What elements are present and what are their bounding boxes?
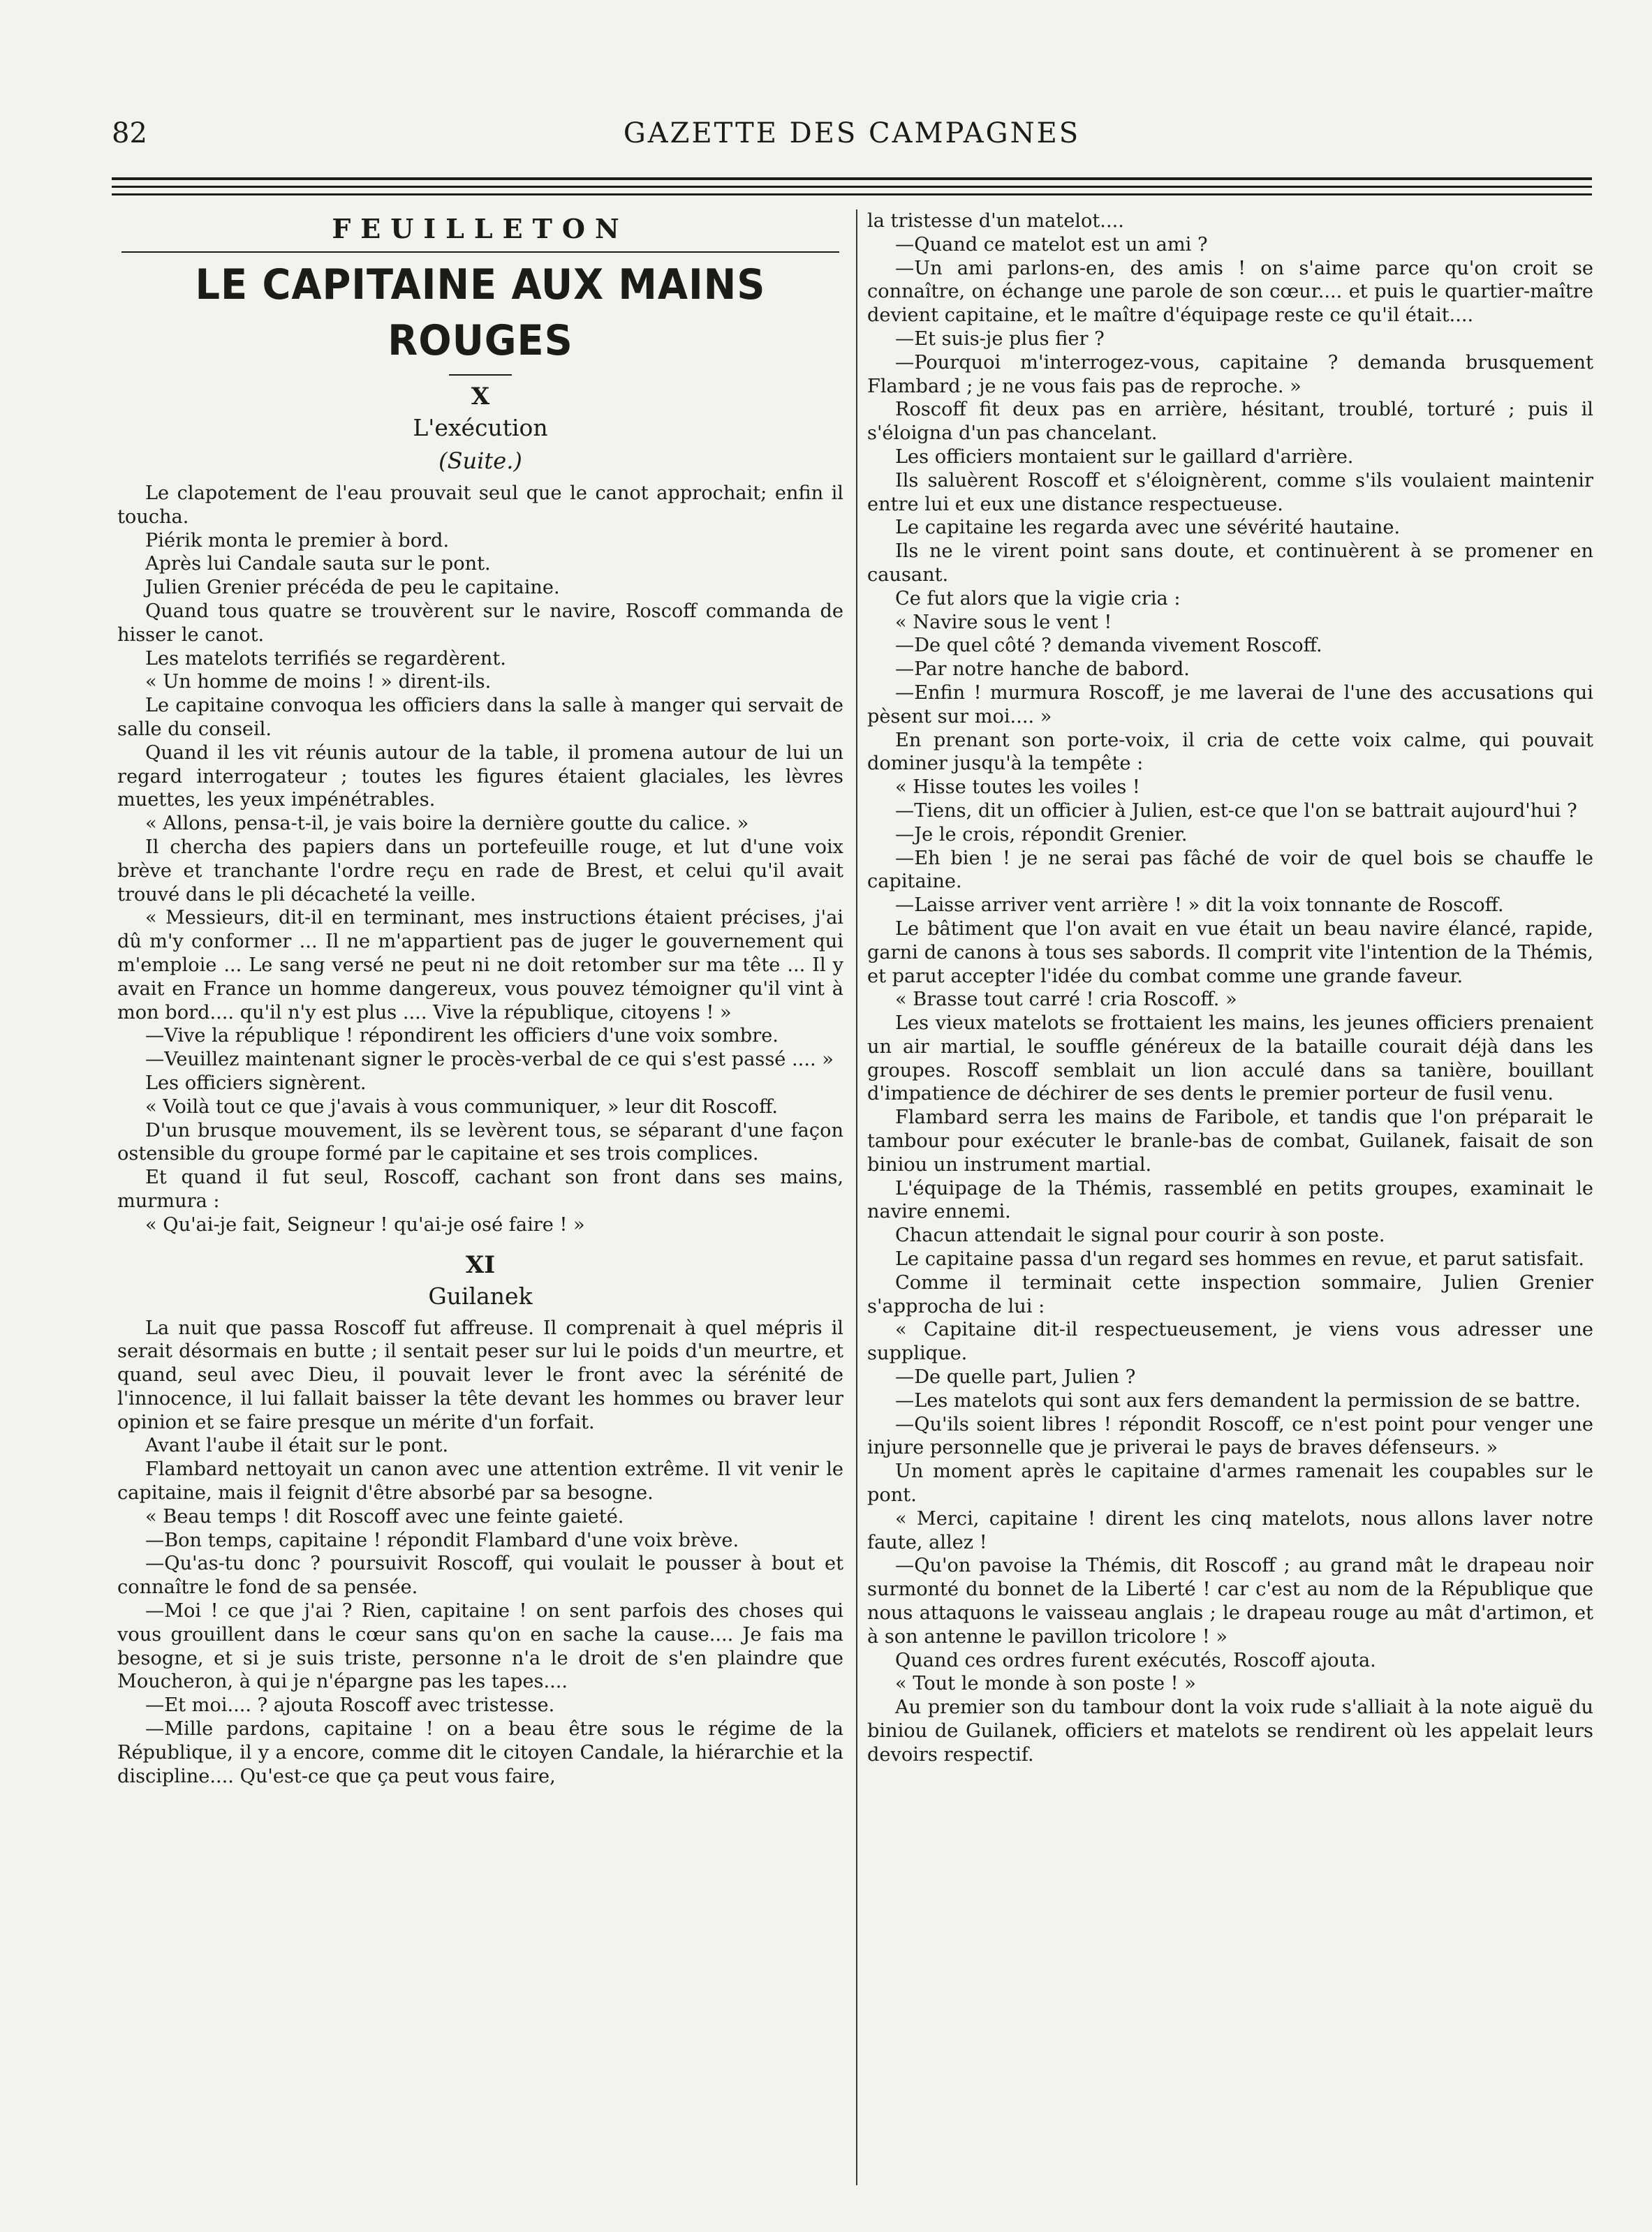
paragraph: la tristesse d'un matelot.... bbox=[867, 210, 1124, 232]
paragraph: Le capitaine passa d'un regard ses hommes en revue, et parut satisfait. bbox=[895, 1248, 1584, 1271]
paragraph: Quand ces ordres furent exécutés, Roscoff ajouta. bbox=[895, 1649, 1376, 1671]
paragraph: —Qu'ils soient libres ! répondit Roscoff, ce n'est point pour venger une injure personnelle que je priverai le pays de braves défenseurs. » bbox=[867, 1413, 1593, 1459]
feuilleton-label: FEUILLETON bbox=[332, 213, 629, 244]
paragraph: Comme il terminait cette inspection sommaire, Julien Grenier s'approcha de lui : bbox=[867, 1271, 1593, 1317]
paragraph: —Laisse arriver vent arrière ! » dit la voix tonnante de Roscoff. bbox=[895, 894, 1504, 917]
paragraph: Piérik monta le premier à bord. bbox=[145, 529, 450, 552]
chapter-gap bbox=[117, 1237, 843, 1248]
paragraph: « Beau temps ! dit Roscoff avec une feinte gaieté. bbox=[145, 1505, 624, 1528]
paragraph: Après lui Candale sauta sur le pont. bbox=[145, 553, 491, 575]
paragraph: Et quand il fut seul, Roscoff, cachant son front dans ses mains, murmura : bbox=[117, 1167, 843, 1212]
paragraph: « Capitaine dit-il respectueusement, je viens vous adresser une supplique. bbox=[867, 1319, 1593, 1365]
paragraph: —Et suis-je plus fier ? bbox=[895, 327, 1105, 350]
paragraph: Il chercha des papiers dans un portefeuille rouge, et lut d'une voix brève et tranchante l'ordre reçu en rade de Brest, et celui qu'il avait trouvé dans le pli décacheté la veille. bbox=[117, 836, 843, 906]
paragraph: Roscoff fit deux pas en arrière, hésitant, troublé, torturé ; puis il s'éloigna d'un pas chancelant. bbox=[867, 399, 1593, 445]
paragraph: « Tout le monde à son poste ! » bbox=[895, 1673, 1196, 1695]
paragraph: « Messieurs, dit-il en terminant, mes instructions étaient précises, j'ai dû m'y conformer ... Il ne m'appartient pas de juger le gouvernement qui m'emploie ... Le sang versé ne peut ni ne doit retomber sur ma tête ... Il y avait en France un homme dangereux, vous pouvez témoigner qu'il vint à mon bord.... qu'il n'y est plus .... Vive la république, citoyens ! » bbox=[117, 907, 843, 1023]
paragraph: « Un homme de moins ! » dirent-ils. bbox=[145, 671, 492, 693]
paragraph: —Tiens, dit un officier à Julien, est-ce que l'on se battrait aujourd'hui ? bbox=[895, 799, 1577, 822]
chapter-x-body bbox=[117, 482, 843, 1237]
paragraph: « Navire sous le vent ! bbox=[895, 611, 1112, 633]
title-rule bbox=[449, 374, 512, 376]
paragraph: « Merci, capitaine ! dirent les cinq matelots, nous allons laver notre faute, allez ! bbox=[867, 1507, 1593, 1553]
left-column bbox=[117, 209, 843, 2192]
paragraph: —Par notre hanche de babord. bbox=[895, 658, 1190, 681]
paragraph: Les officiers montaient sur le gaillard d'arrière. bbox=[895, 445, 1354, 468]
paragraph: Au premier son du tambour dont la voix rude s'alliait à la note aiguë du biniou de Guilanek, officiers et matelots se rendirent où les appelait leurs devoirs respectif. bbox=[867, 1697, 1593, 1766]
paragraph: Les matelots terrifiés se regardèrent. bbox=[145, 647, 506, 670]
chapter-title: L'exécution bbox=[413, 414, 548, 441]
feuilleton-rule bbox=[121, 251, 839, 253]
paragraph: L'équipage de la Thémis, rassemblé en petits groupes, examinait le navire ennemi. bbox=[867, 1177, 1593, 1223]
paragraph: « Hisse toutes les voiles ! bbox=[895, 776, 1140, 799]
header-rule bbox=[112, 177, 1592, 195]
paragraph: En prenant son porte-voix, il cria de cette voix calme, qui pouvait dominer jusqu'à la tempête : bbox=[867, 729, 1593, 775]
paragraph: —Et moi.... ? ajouta Roscoff avec tristesse. bbox=[145, 1694, 555, 1717]
paragraph: —Je le crois, répondit Grenier. bbox=[895, 823, 1188, 845]
chapter-title: Guilanek bbox=[428, 1282, 533, 1310]
right-column-body bbox=[867, 209, 1593, 1767]
paragraph: —Bon temps, capitaine ! répondit Flambard d'une voix brève. bbox=[145, 1529, 739, 1551]
paragraph: Un moment après le capitaine d'armes ramenait les coupables sur le pont. bbox=[867, 1461, 1593, 1507]
paragraph: D'un brusque mouvement, ils se levèrent tous, se séparant d'une façon ostensible du groupe formé par le capitaine et ses trois complices. bbox=[117, 1119, 843, 1165]
paragraph: Le clapotement de l'eau prouvait seul que le canot approchait; enfin il toucha. bbox=[117, 482, 843, 528]
paragraph: Les officiers signèrent. bbox=[145, 1072, 367, 1094]
paragraph: Ils ne le virent point sans doute, et continuèrent à se promener en causant. bbox=[867, 540, 1593, 586]
paragraph: —Veuillez maintenant signer le procès-verbal de ce qui s'est passé .... » bbox=[145, 1049, 834, 1071]
paragraph: —De quel côté ? demanda vivement Roscoff. bbox=[895, 635, 1322, 657]
paragraph: Flambard serra les mains de Faribole, et tandis que l'on préparait le tambour pour exécuter le branle-bas de combat, Guilanek, faisait de son biniou un instrument martial. bbox=[867, 1107, 1593, 1176]
paragraph: « Qu'ai-je fait, Seigneur ! qu'ai-je osé faire ! » bbox=[145, 1213, 585, 1236]
chapter-xi-body bbox=[117, 1317, 843, 1789]
paragraph: Ils saluèrent Roscoff et s'éloignèrent, comme s'ils voulaient maintenir entre lui et eux une distance respectueuse. bbox=[867, 469, 1593, 515]
paragraph: « Brasse tout carré ! cria Roscoff. » bbox=[895, 989, 1237, 1011]
paragraph: Quand il les vit réunis autour de la table, il promena autour de lui un regard interrogateur ; toutes les figures étaient glaciales, les lèvres muettes, les yeux impénétrables. bbox=[117, 741, 843, 811]
chapter-suite: (Suite.) bbox=[438, 448, 522, 474]
paragraph: —Les matelots qui sont aux fers demandent la permission de se battre. bbox=[895, 1389, 1581, 1412]
paragraph: Avant l'aube il était sur le pont. bbox=[145, 1435, 449, 1457]
paragraph: « Voilà tout ce que j'avais à vous communiquer, » leur dit Roscoff. bbox=[145, 1095, 779, 1118]
paragraph: La nuit que passa Roscoff fut affreuse. Il comprenait à quel mépris il serait désormais en butte ; il sentait peser sur lui le poids d'un meurtre, et quand, seul avec Dieu, il pouvait lever le front avec la sérénité de l'innocence, il lui fallait baisser la tête devant les hommes ou braver leur opinion et se faire presque un mérite d'un forfait. bbox=[117, 1317, 843, 1433]
paragraph: —De quelle part, Julien ? bbox=[895, 1366, 1136, 1389]
paragraph: Julien Grenier précéda de peu le capitaine. bbox=[145, 577, 560, 599]
paragraph: —Vive la république ! répondirent les officiers d'une voix sombre. bbox=[145, 1025, 779, 1047]
paragraph: Les vieux matelots se frottaient les mains, les jeunes officiers prenaient un air martial, le souffle généreux de la bataille courait déjà dans les groupes. Roscoff semblait un lion acculé dans sa tanière, bouillant d'impatience de déchirer de ses dents le premier porteur de fusil venu. bbox=[867, 1012, 1593, 1105]
column-divider bbox=[856, 209, 857, 2185]
right-column bbox=[867, 209, 1593, 2192]
paragraph: —Mille pardons, capitaine ! on a beau être sous le régime de la République, il y a encore, comme dit le citoyen Candale, la hiérarchie et la discipline.... Qu'est-ce que ça peut vous faire, bbox=[117, 1718, 843, 1787]
paragraph: —Eh bien ! je ne serai pas fâché de voir de quel bois se chauffe le capitaine. bbox=[867, 847, 1593, 893]
paragraph: Le bâtiment que l'on avait en vue était un beau navire élancé, rapide, garni de canons à tous ses sabords. Il comprit vite l'intention de la Thémis, et parut accepter l'idée du combat comme une grande faveur. bbox=[867, 917, 1593, 987]
chapter-number: X bbox=[471, 383, 490, 411]
paragraph: « Allons, pensa-t-il, je vais boire la dernière goutte du calice. » bbox=[145, 813, 749, 835]
paragraph: Chacun attendait le signal pour courir à son poste. bbox=[895, 1225, 1385, 1247]
paragraph: —Qu'on pavoise la Thémis, dit Roscoff ; au grand mât le drapeau noir surmonté du bonnet de la Liberté ! car c'est au nom de la République que nous attaquons le vaisseau anglais ; le drapeau rouge au mât d'artimon, et à son antenne le pavillon tricolore ! » bbox=[867, 1555, 1593, 1648]
paragraph: Le capitaine convoqua les officiers dans la salle à manger qui servait de salle du conseil. bbox=[117, 695, 843, 740]
paragraph: Le capitaine les regarda avec une sévérité hautaine. bbox=[895, 517, 1401, 539]
chapter-number: XI bbox=[465, 1250, 496, 1279]
journal-title: GAZETTE DES CAMPAGNES bbox=[623, 117, 1081, 149]
page-number: 82 bbox=[112, 117, 147, 149]
paragraph: —Qu'as-tu donc ? poursuivit Roscoff, qui voulait le pousser à bout et connaître le fond de sa pensée. bbox=[117, 1553, 843, 1599]
paragraph: —Pourquoi m'interrogez-vous, capitaine ? demanda brusquement Flambard ; je ne vous fais pas de reproche. » bbox=[867, 351, 1593, 397]
running-head bbox=[112, 117, 1592, 159]
paragraph: —Un ami parlons-en, des amis ! on s'aime parce qu'on croit se connaître, on échange une parole de son cœur.... et puis le quartier-maître devient capitaine, et le maître d'équipage reste ce qu'il était.... bbox=[867, 257, 1593, 327]
paragraph: Ce fut alors que la vigie cria : bbox=[895, 587, 1181, 609]
paragraph: Flambard nettoyait un canon avec une attention extrême. Il vit venir le capitaine, mais il feignit d'être absorbé par sa besogne. bbox=[117, 1458, 843, 1505]
paragraph: —Enfin ! murmura Roscoff, je me laverai de l'une des accusations qui pèsent sur moi.... » bbox=[867, 681, 1593, 727]
paragraph: —Moi ! ce que j'ai ? Rien, capitaine ! on sent parfois des choses qui vous grouillent dans le cœur sans qu'on en sache la cause.... Je fais ma besogne, et si je suis triste, personne n'a le droit de s'en plaindre que Moucheron, à qui je n'épargne pas les tapes.... bbox=[117, 1600, 843, 1693]
story-title: LE CAPITAINE AUX MAINS ROUGES bbox=[195, 260, 766, 365]
paragraph: —Quand ce matelot est un ami ? bbox=[895, 233, 1208, 256]
paragraph: Quand tous quatre se trouvèrent sur le navire, Roscoff commanda de hisser le canot. bbox=[117, 600, 843, 646]
